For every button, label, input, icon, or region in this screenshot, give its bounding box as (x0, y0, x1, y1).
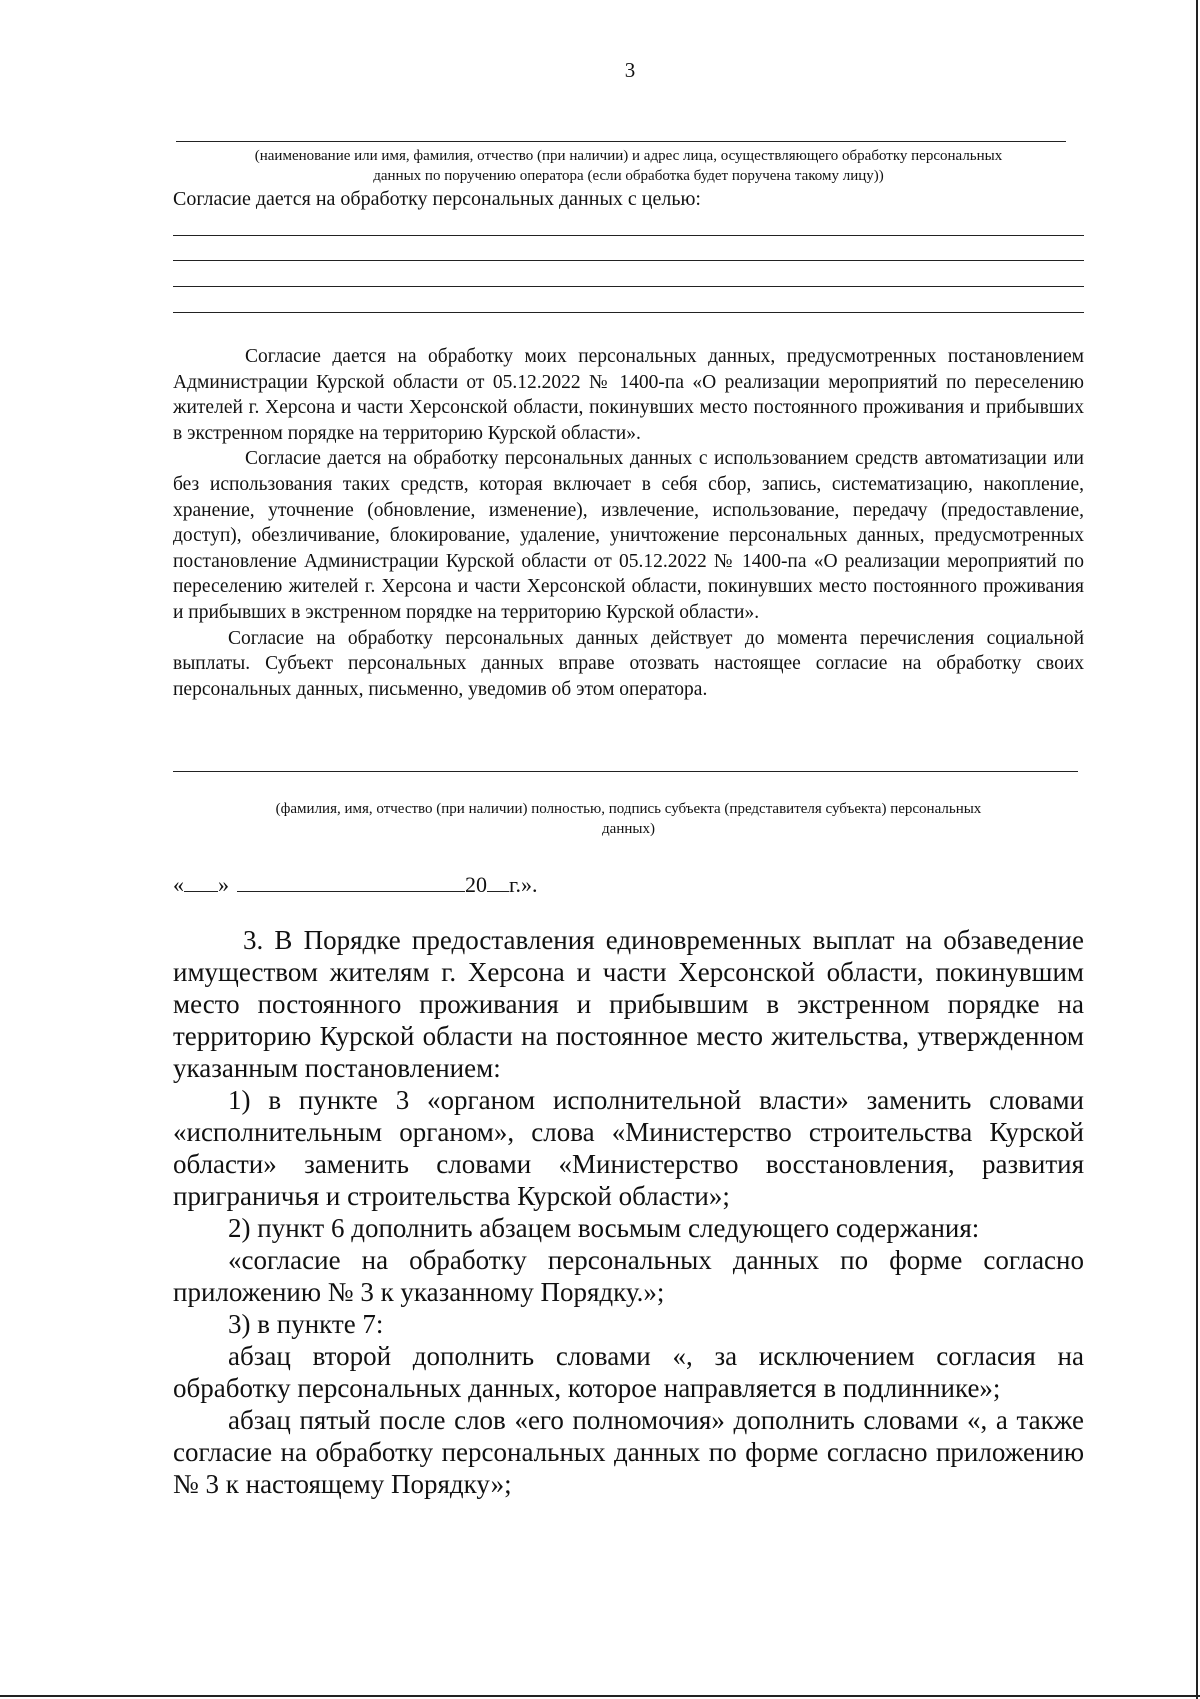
date-suffix: г.». (509, 872, 538, 897)
purpose-lines (173, 235, 1084, 313)
item-3a-paragraph: абзац второй дополнить словами «, за исключением согласия на обработку персональных данных, которое направляется в подлиннике»; (173, 1341, 1084, 1403)
operator-caption-line1: (наименование или имя, фамилия, отчество (при наличии) и адрес лица, осуществляющего обработку персональных (254, 148, 1003, 164)
amendment-section (173, 924, 1084, 1500)
date-year-prefix: 20 (465, 872, 487, 897)
date-year-blank (487, 873, 509, 892)
date-open-quote: « (173, 872, 184, 897)
purpose-line-3 (173, 286, 1084, 287)
item-3b-paragraph: абзац пятый после слов «его полномочия» дополнить словами «, а также согласие на обработку персональных данных по форме согласно приложению № 3 к настоящему Порядку»; (173, 1405, 1084, 1499)
scan-edge-right (1196, 0, 1198, 1699)
section-3-paragraph: 3. В Порядке предоставления единовременных выплат на обзаведение имуществом жителям г. Херсона и части Херсонской области, покинувшим место постоянного проживания и прибывшим в экстренном порядке на территорию Курской области на постоянное место жительства, утвержденном указанным постановлением: (173, 925, 1084, 1083)
consent-paragraph-1: Согласие дается на обработку моих персональных данных, предусмотренных постановлением Администрации Курской области от 05.12.2022 № 1400-па «О реализации мероприятий по переселению жителей г. Херсона и части Херсонской области, покинувших место постоянного проживания и прибывших в экстренном порядке на территорию Курской области». (173, 346, 1084, 444)
date-close-quote: » (218, 872, 229, 897)
consent-text (173, 344, 1084, 702)
operator-name-line (176, 141, 1066, 142)
operator-caption-line2: данных по поручению оператора (если обработка будет поручена такому лицу)) (373, 168, 884, 184)
consent-paragraph-2: Согласие дается на обработку персональных данных с использованием средств автоматизации или без использования таких средств, которая включает в себя сбор, запись, систематизацию, накопление, хранение, уточнение (обновление, изменение), извлечение, использование, передачу (предоставление, доступ), обезличивание, блокирование, удаление, уничтожение персональных данных, предусмотренных постановление Администрации Курской области от 05.12.2022 № 1400-па «О реализации мероприятий по переселению жителей г. Херсона и части Херсонской области, покинувших место постоянного проживания и прибывших в экстренном порядке на территорию Курской области». (173, 448, 1084, 623)
date-month-blank (237, 873, 465, 892)
purpose-line-2 (173, 260, 1084, 261)
signature-line (173, 771, 1078, 772)
date-line (173, 872, 1084, 898)
purpose-line-1 (173, 235, 1084, 236)
operator-block (173, 141, 1084, 213)
page-number: 3 (624, 58, 636, 82)
consent-paragraph-3: Согласие на обработку персональных данных действует до момента перечисления социальной выплаты. Субъект персональных данных вправе отозвать настоящее согласие на обработку своих персональных данных, письменно, уведомив об этом оператора. (173, 627, 1084, 700)
signature-caption-line1: (фамилия, имя, отчество (при наличии) полностью, подпись субъекта (представителя субъекта) персональных (275, 801, 982, 817)
scan-edge-bottom (0, 1695, 1200, 1697)
signature-caption-line2: данных) (602, 821, 655, 837)
item-3-paragraph: 3) в пункте 7: (228, 1309, 384, 1339)
item-1-paragraph: 1) в пункте 3 «органом исполнительной власти» заменить словами «исполнительным органом», слова «Министерство строительства Курской области» заменить словами «Министерство восстановления, развития приграничья и строительства Курской области»; (173, 1085, 1084, 1211)
signature-block (173, 771, 1084, 839)
purpose-line-4 (173, 312, 1084, 313)
date-day-blank (184, 873, 218, 892)
purpose-label: Согласие дается на обработку персональных данных с целью: (173, 188, 701, 210)
item-2-quote-paragraph: «согласие на обработку персональных данных по форме согласно приложению № 3 к указанному Порядку.»; (173, 1245, 1084, 1307)
item-2-paragraph: 2) пункт 6 дополнить абзацем восьмым следующего содержания: (228, 1213, 980, 1243)
